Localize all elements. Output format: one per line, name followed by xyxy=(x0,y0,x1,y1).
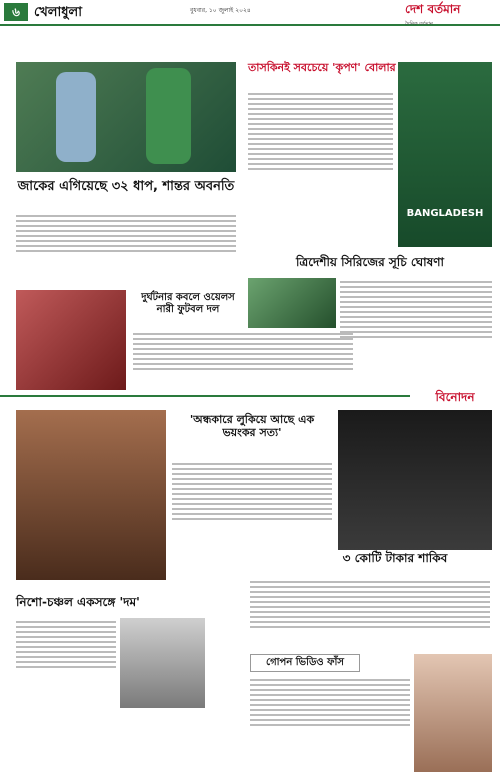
headline-nisho: নিশো-চঞ্চল একসঙ্গে 'দম' xyxy=(16,595,140,609)
headline-video: গোপন ভিডিও ফাঁস xyxy=(250,654,360,672)
actress-photo-2 xyxy=(414,654,492,772)
article-taskin xyxy=(248,90,393,250)
headline-wales: দুর্ঘটনার কবলে ওয়েলস নারী ফুটবল দল xyxy=(141,292,235,315)
headline-triseries: ত্রিদেশীয় সিরিজের সূচি ঘোষণা xyxy=(295,255,444,269)
entertainment-section-title: বিনোদন xyxy=(410,389,500,409)
logo-text: দেশ বর্তমান xyxy=(405,2,461,16)
headline-truth: 'অন্ধকারে লুকিয়ে আছে এক ভয়ংকর সত্য' xyxy=(189,413,315,439)
logo-subtext: দৈনিক বর্তমান xyxy=(405,21,433,27)
cricket-photo xyxy=(16,62,236,172)
actress-photo xyxy=(16,410,166,580)
taskin-photo xyxy=(398,62,492,247)
team-photo xyxy=(248,278,336,328)
article-wales xyxy=(133,330,353,388)
page-number: ৬ xyxy=(4,3,28,21)
section-title: খেলাধুলা xyxy=(34,5,83,20)
article-shakib xyxy=(250,578,490,653)
headline-zaker: জাকের এগিয়েছে ৩২ ধাপ, শান্তর অবনতি xyxy=(17,179,235,194)
article-video xyxy=(250,676,410,768)
headline-shakib: ৩ কোটি টাকার শাকিব xyxy=(342,551,448,565)
nisho-photo xyxy=(120,618,205,708)
headline-taskin: তাসকিনই সবচেয়ে 'কৃপণ' বোলার xyxy=(248,61,396,74)
newspaper-logo xyxy=(405,1,495,27)
jersey-text: BANGLADESH xyxy=(406,208,484,219)
dateline: বুধবার, ১০ জুলাই ২০২৪ xyxy=(190,7,251,14)
page-header xyxy=(0,0,500,26)
article-zaker xyxy=(16,212,236,267)
shakib-photo xyxy=(338,410,492,550)
football-photo xyxy=(16,290,126,390)
article-triseries xyxy=(340,278,492,390)
article-nisho xyxy=(16,618,116,768)
